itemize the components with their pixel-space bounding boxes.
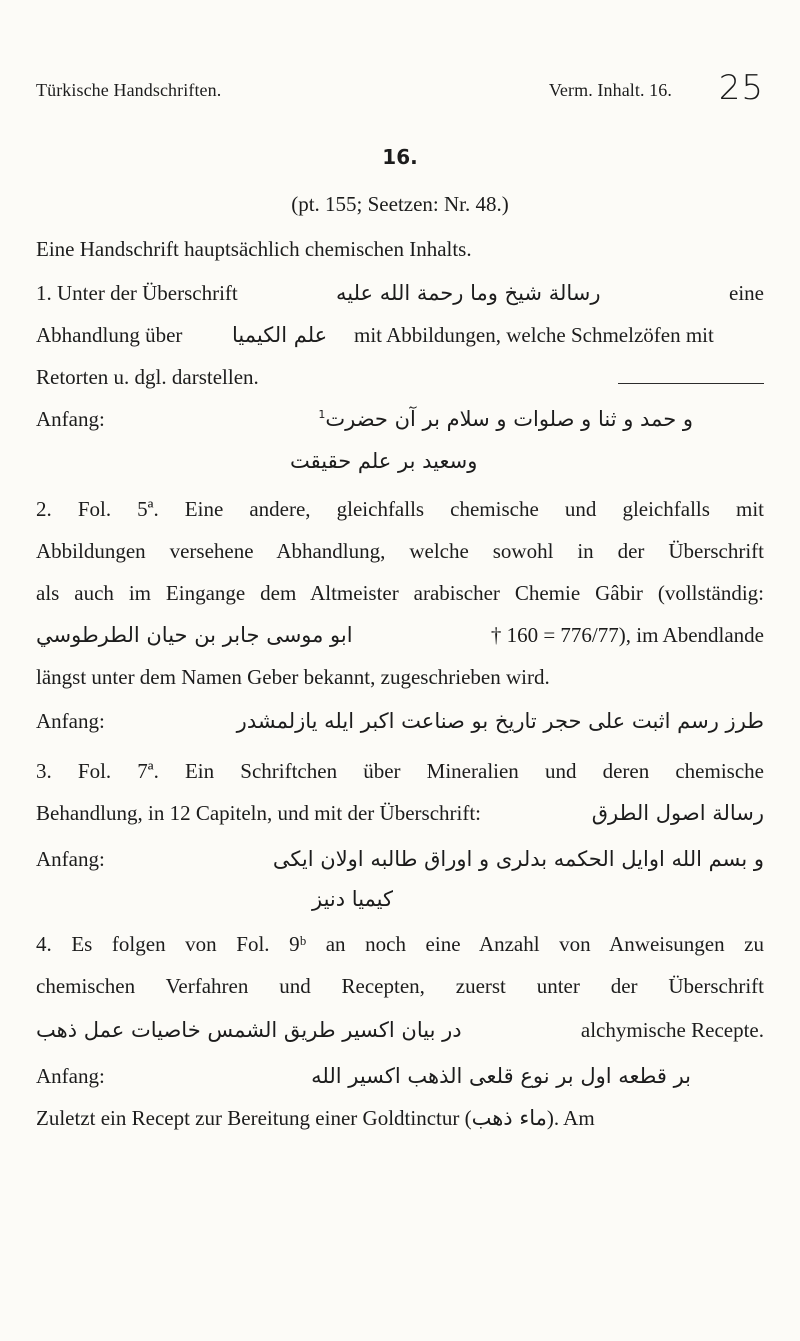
item-2-line-1: 2. Fol. 5ª. Eine andere, gleichfalls chemische und gleichfalls mit (36, 497, 764, 521)
item-1-arabic-topic: علم الكيميا (232, 323, 328, 347)
item-3-arabic-title: رسالة اصول الطرق (591, 801, 764, 825)
item-4-line-5 (36, 1104, 764, 1132)
item-2-line-3: als auch im Eingange dem Altmeister arabischer Chemie Gâbir (vollständig: (36, 581, 764, 605)
item-1-line-3: Retorten u. dgl. darstellen. (36, 365, 259, 389)
divider-line (618, 383, 764, 384)
item-3-anfang-arabic-cont: كيميا دنيز (312, 887, 394, 911)
item-1-line-1 (36, 279, 764, 307)
item-2-arabic-name: ابو موسى جابر بن حيان الطرطوسي (36, 623, 353, 647)
item-4-anfang-label: Anfang: (36, 1064, 105, 1088)
entry-summary: Eine Handschrift hauptsächlich chemischen Inhalts. (36, 237, 472, 261)
footnote-reference: 1 (318, 408, 326, 421)
item-1-text: Abhandlung über (36, 323, 183, 347)
item-1-line-2 (36, 321, 764, 349)
running-header (36, 68, 764, 112)
item-2-text-end: † 160 = 776/77), im Abendlande (490, 623, 764, 647)
header-collection-title: Türkische Handschriften. (36, 80, 222, 100)
item-4-text: Zuletzt ein Recept zur Bereitung einer Goldtinctur ( (36, 1106, 472, 1130)
item-4-arabic-title: در بيان اكسير طريق الشمس خاصيات عمل ذهب (36, 1018, 462, 1042)
item-1-anfang-text: و حمد و ثنا و صلوات و سلام بر آن حضرت (325, 407, 693, 431)
entry-number: 16. (382, 145, 418, 169)
item-3-line-1: 3. Fol. 7ª. Ein Schriftchen über Mineralien und deren chemische (36, 759, 764, 783)
item-3-text: Behandlung, in 12 Capiteln, und mit der Überschrift: (36, 801, 481, 825)
item-1-anfang-label: Anfang: (36, 407, 105, 431)
item-1-text-end: eine (729, 281, 764, 305)
item-3-line-2 (36, 799, 764, 827)
item-4-arabic-term: ماء ذهب (471, 1106, 547, 1130)
item-1-anfang-arabic-cont: وسعيد بر علم حقيقت (290, 449, 478, 473)
item-4-anfang-arabic: بر قطعه اول بر نوع قلعى الذهب اكسير الله (311, 1064, 691, 1088)
item-4-line-2: chemischen Verfahren und Recepten, zuerst unter der Überschrift (36, 974, 764, 998)
item-3-anfang-label: Anfang: (36, 847, 105, 871)
item-2-line-2: Abbildungen versehene Abhandlung, welche sowohl in der Überschrift (36, 539, 764, 563)
item-1-text: 1. Unter der Überschrift (36, 281, 238, 305)
item-2-anfang-label: Anfang: (36, 709, 105, 733)
item-4-line-1: 4. Es folgen von Fol. 9ᵇ an noch eine Anzahl von Anweisungen zu (36, 932, 764, 956)
item-2-line-5: längst unter dem Namen Geber bekannt, zugeschrieben wird. (36, 665, 550, 689)
item-1-text-end: mit Abbildungen, welche Schmelzöfen mit (354, 323, 714, 347)
item-1-anfang-arabic (125, 405, 693, 433)
item-2-anfang-arabic: طرز رسم اثبت على حجر تاريخ بو صناعت اكبر ايله يازلمشدر (236, 709, 764, 733)
page-number: 25 (718, 68, 764, 108)
item-4-text-end: ). Am (546, 1106, 595, 1130)
header-section-title: Verm. Inhalt. 16. (548, 80, 672, 100)
item-3-anfang-arabic: و بسم الله اوايل الحكمه بدلرى و اوراق طالبه اولان ايكى (272, 847, 764, 871)
entry-source: (pt. 155; Seetzen: Nr. 48.) (291, 192, 509, 216)
item-4-text-end: alchymische Recepte. (580, 1018, 764, 1042)
item-1-arabic-title: رسالة شيخ وما رحمة الله عليه (336, 281, 601, 305)
